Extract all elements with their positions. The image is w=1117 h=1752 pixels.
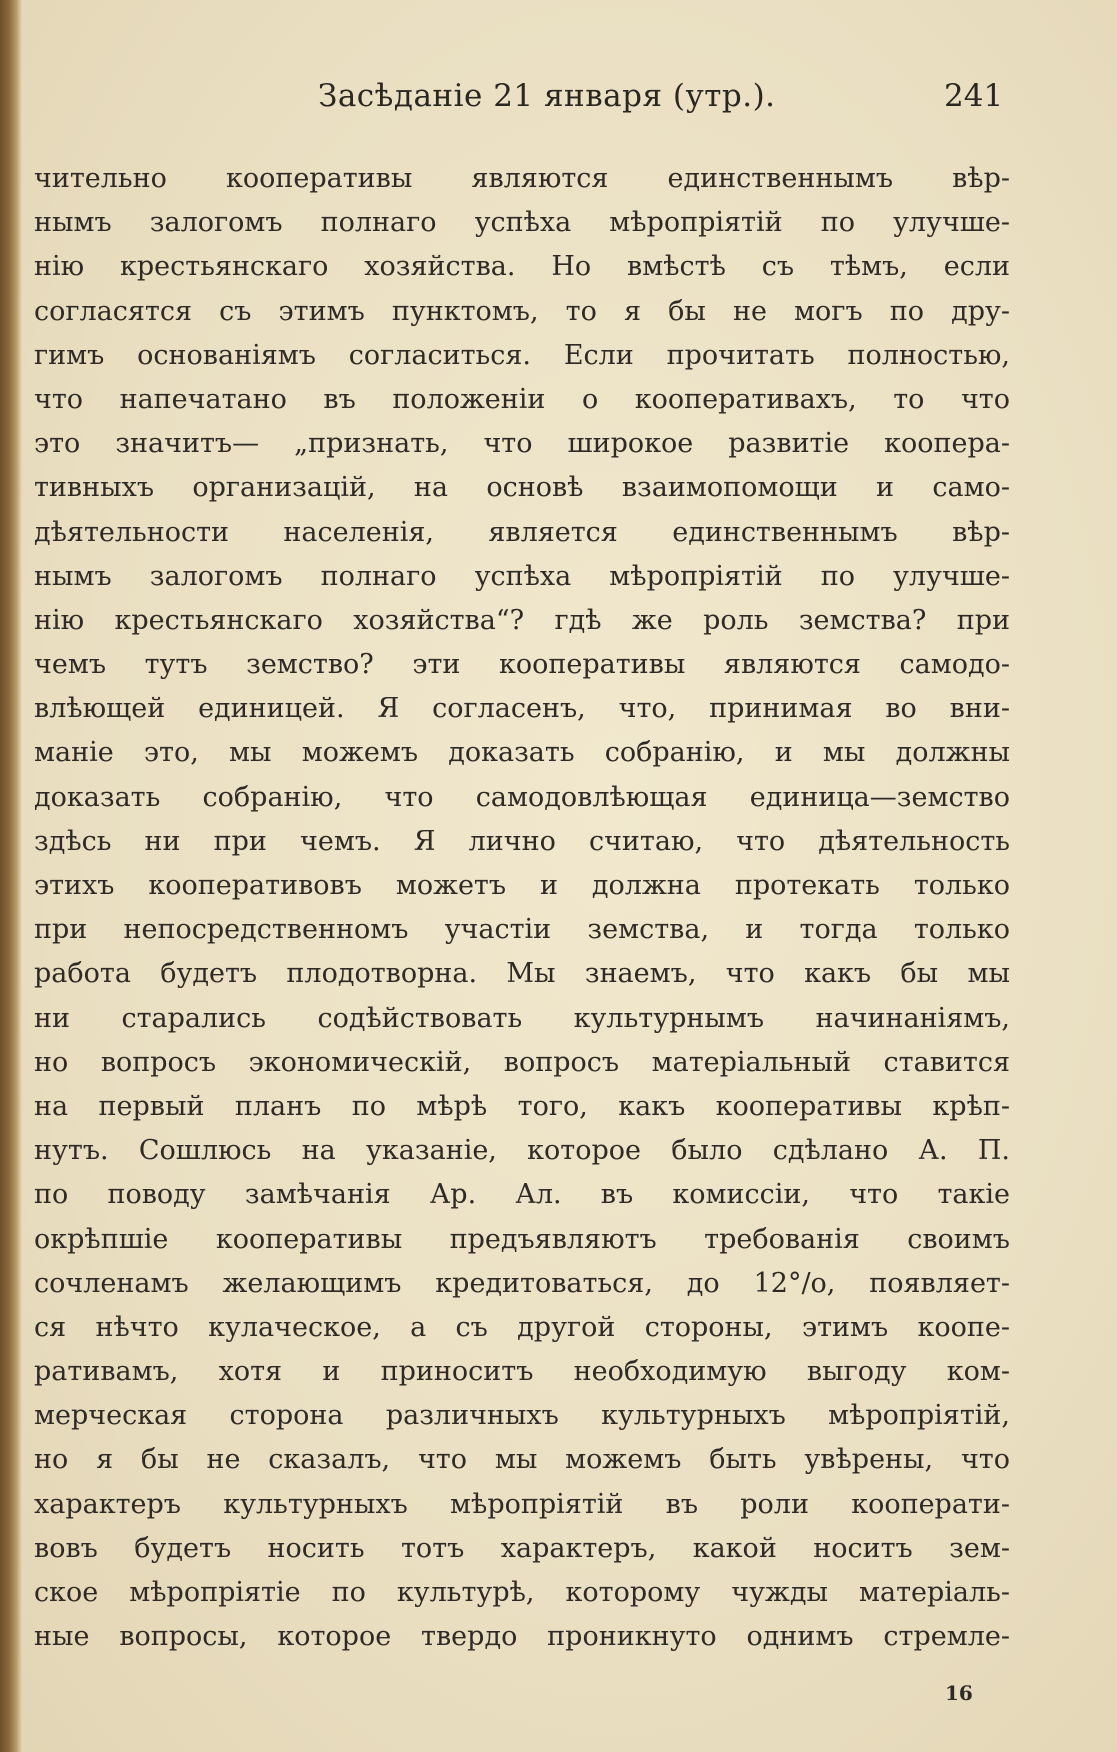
text-line: согласятся съ этимъ пунктомъ, то я бы не могъ по дру- — [34, 295, 1010, 327]
text-line: ся нѣчто кулаческое, а съ другой стороны, этимъ коопе- — [34, 1311, 1010, 1343]
text-line: тивныхъ организацій, на основѣ взаимопомощи и само- — [34, 472, 1010, 504]
text-line: доказать собранію, что самодовлѣющая единица—земство — [34, 781, 1010, 813]
text-line: на первый планъ по мѣрѣ того, какъ кооперативы крѣп- — [34, 1090, 1010, 1122]
body-text — [34, 157, 1010, 1659]
text-line: нію крестьянскаго хозяйства“? гдѣ же роль земства? при — [34, 604, 1010, 636]
text-line: этихъ кооперативовъ можетъ и должна протекать только — [34, 870, 1010, 901]
text-line: гимъ основаніямъ согласиться. Если прочитать полностью, — [34, 339, 1010, 371]
text-line: но вопросъ экономическій, вопросъ матеріальный ставится — [34, 1046, 1010, 1078]
text-line: характеръ культурныхъ мѣропріятій въ роли кооперати- — [34, 1488, 1010, 1520]
text-line: но я бы не сказалъ, что мы можемъ быть увѣрены, что — [34, 1444, 1010, 1476]
text-line: сочленамъ желающимъ кредитоваться, до 12°/о, появляет- — [34, 1267, 1010, 1299]
text-line: нымъ залогомъ полнаго успѣха мѣропріятій по улучше- — [34, 207, 1010, 239]
text-line: ные вопросы, которое твердо проникнуто однимъ стремле- — [34, 1621, 1010, 1653]
text-line: дѣятельности населенія, является единственнымъ вѣр- — [34, 516, 1010, 548]
text-line: здѣсь ни при чемъ. Я лично считаю, что дѣятельность — [34, 825, 1010, 857]
text-line: ское мѣропріятіе по культурѣ, которому чужды матеріаль- — [34, 1577, 1010, 1608]
text-line: чемъ тутъ земство? эти кооперативы являются самодо- — [34, 649, 1010, 681]
book-spine-shadow — [0, 0, 22, 1752]
text-line: окрѣпшіе кооперативы предъявляютъ требованія своимъ — [34, 1223, 1010, 1255]
page-header — [0, 78, 1117, 138]
text-line: маніе это, мы можемъ доказать собранію, и мы должны — [34, 737, 1010, 769]
page-number: 241 — [944, 78, 1004, 114]
text-line: это значитъ— „признать, что широкое развитіе коопера- — [34, 428, 1010, 460]
running-title: Засѣданіе 21 января (утр.). — [318, 78, 776, 114]
text-line: работа будетъ плодотворна. Мы знаемъ, что какъ бы мы — [34, 958, 1010, 990]
text-line: ративамъ, хотя и приноситъ необходимую выгоду ком- — [34, 1356, 1010, 1388]
text-line: нутъ. Сошлюсь на указаніе, которое было сдѣлано А. П. — [34, 1135, 1010, 1167]
text-line: мерческая сторона различныхъ культурныхъ мѣропріятій, — [34, 1400, 1010, 1432]
text-line: чительно кооперативы являются единственнымъ вѣр- — [34, 163, 1010, 194]
text-line: вовъ будетъ носить тотъ характеръ, какой носитъ зем- — [34, 1532, 1010, 1564]
text-line: при непосредственномъ участіи земства, и тогда только — [34, 914, 1010, 946]
text-line: ни старались содѣйствовать культурнымъ начинаніямъ, — [34, 1002, 1010, 1034]
signature-mark: 16 — [945, 1681, 973, 1705]
text-line: по поводу замѣчанія Ар. Ал. въ комиссіи, что такіе — [34, 1179, 1010, 1211]
text-line: влѣющей единицей. Я согласенъ, что, принимая во вни- — [34, 693, 1010, 725]
text-line: что напечатано въ положеніи о кооперативахъ, то что — [34, 383, 1010, 415]
text-line: нію крестьянскаго хозяйства. Но вмѣстѣ съ тѣмъ, если — [34, 251, 1010, 283]
text-line: нымъ залогомъ полнаго успѣха мѣропріятій по улучше- — [34, 560, 1010, 592]
